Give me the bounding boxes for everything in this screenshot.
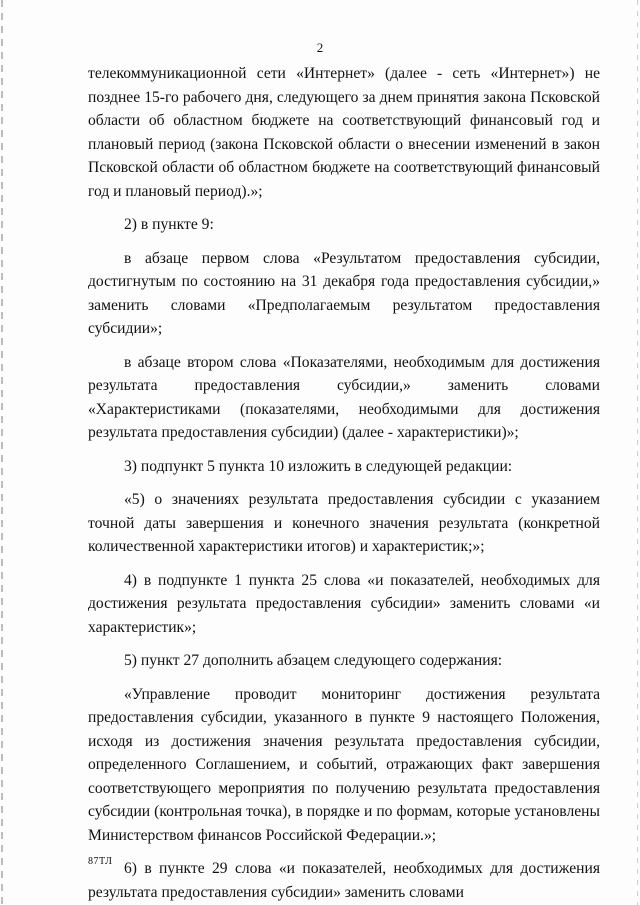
paragraph-item-5-text: «Управление проводит мониторинг достижения результата предоставления субсидии, указанного в пункте 9 настоящего Положения, исходя из достижения значения результата предоставления субсидии, определенного Соглашением, и событий, отражающих факт завершения соответствующего мероприятия по получению результата предоставления субсидии (контрольная точка), в порядке и по формам, которые установлены Министерством финансов Российской Федерации.»; <box>88 685 600 844</box>
paragraph-item-2-first-abzac: в абзаце первом слова «Результатом предоставления субсидии, достигнутым по состоянию на 31 декабря года предоставления субсидии,» заменить словами «Предполагаемым результатом предоставления субсидии»; <box>88 249 600 337</box>
paragraph-item-5: 5) пункт 27 дополнить абзацем следующего содержания: <box>124 652 503 669</box>
paragraph-item-3: 3) подпункт 5 пункта 10 изложить в следующей редакции: <box>124 457 513 475</box>
paragraph-item-6: 6) в пункте 29 слова «и показателей, необходимых для достижения результата предоставления субсидии» заменить словами <box>88 860 600 901</box>
scan-edge-left <box>1 0 3 905</box>
document-body <box>88 62 600 904</box>
paragraph-item-4: 4) в подпункте 1 пункта 25 слова «и показателей, необходимых для достижения результата предоставления субсидии» заменить словами «и характеристик»; <box>88 571 600 636</box>
paragraph-item-3-text: «5) о значениях результата предоставления субсидии с указанием точной даты завершения и конечного значения результата (конкретной количественной характеристики итогов) и характеристик;»; <box>88 491 600 555</box>
paragraph-continuation: телекоммуникационной сети «Интернет» (далее - сеть «Интернет») не позднее 15-го рабочего дня, следующего за днем принятия закона Псковской области об областном бюджете на соответствующий финансовый год и плановый период (закона Псковской области о внесении изменений в закон Псковской области об областном бюджете на соответствующий финансовый год и плановый период).»; <box>88 65 600 200</box>
scan-edge-right <box>637 0 638 905</box>
footer-code: 87ТЛ <box>88 856 113 867</box>
page-number: 2 <box>316 40 324 55</box>
paragraph-item-2: 2) в пункте 9: <box>124 216 214 233</box>
paragraph-item-2-second-abzac: в абзаце втором слова «Показателями, необходимым для достижения результата предоставления субсидии,» заменить словами «Характеристиками (показателями, необходимыми для достижения результата предоставления субсидии) (далее - характеристики)»; <box>88 353 600 441</box>
